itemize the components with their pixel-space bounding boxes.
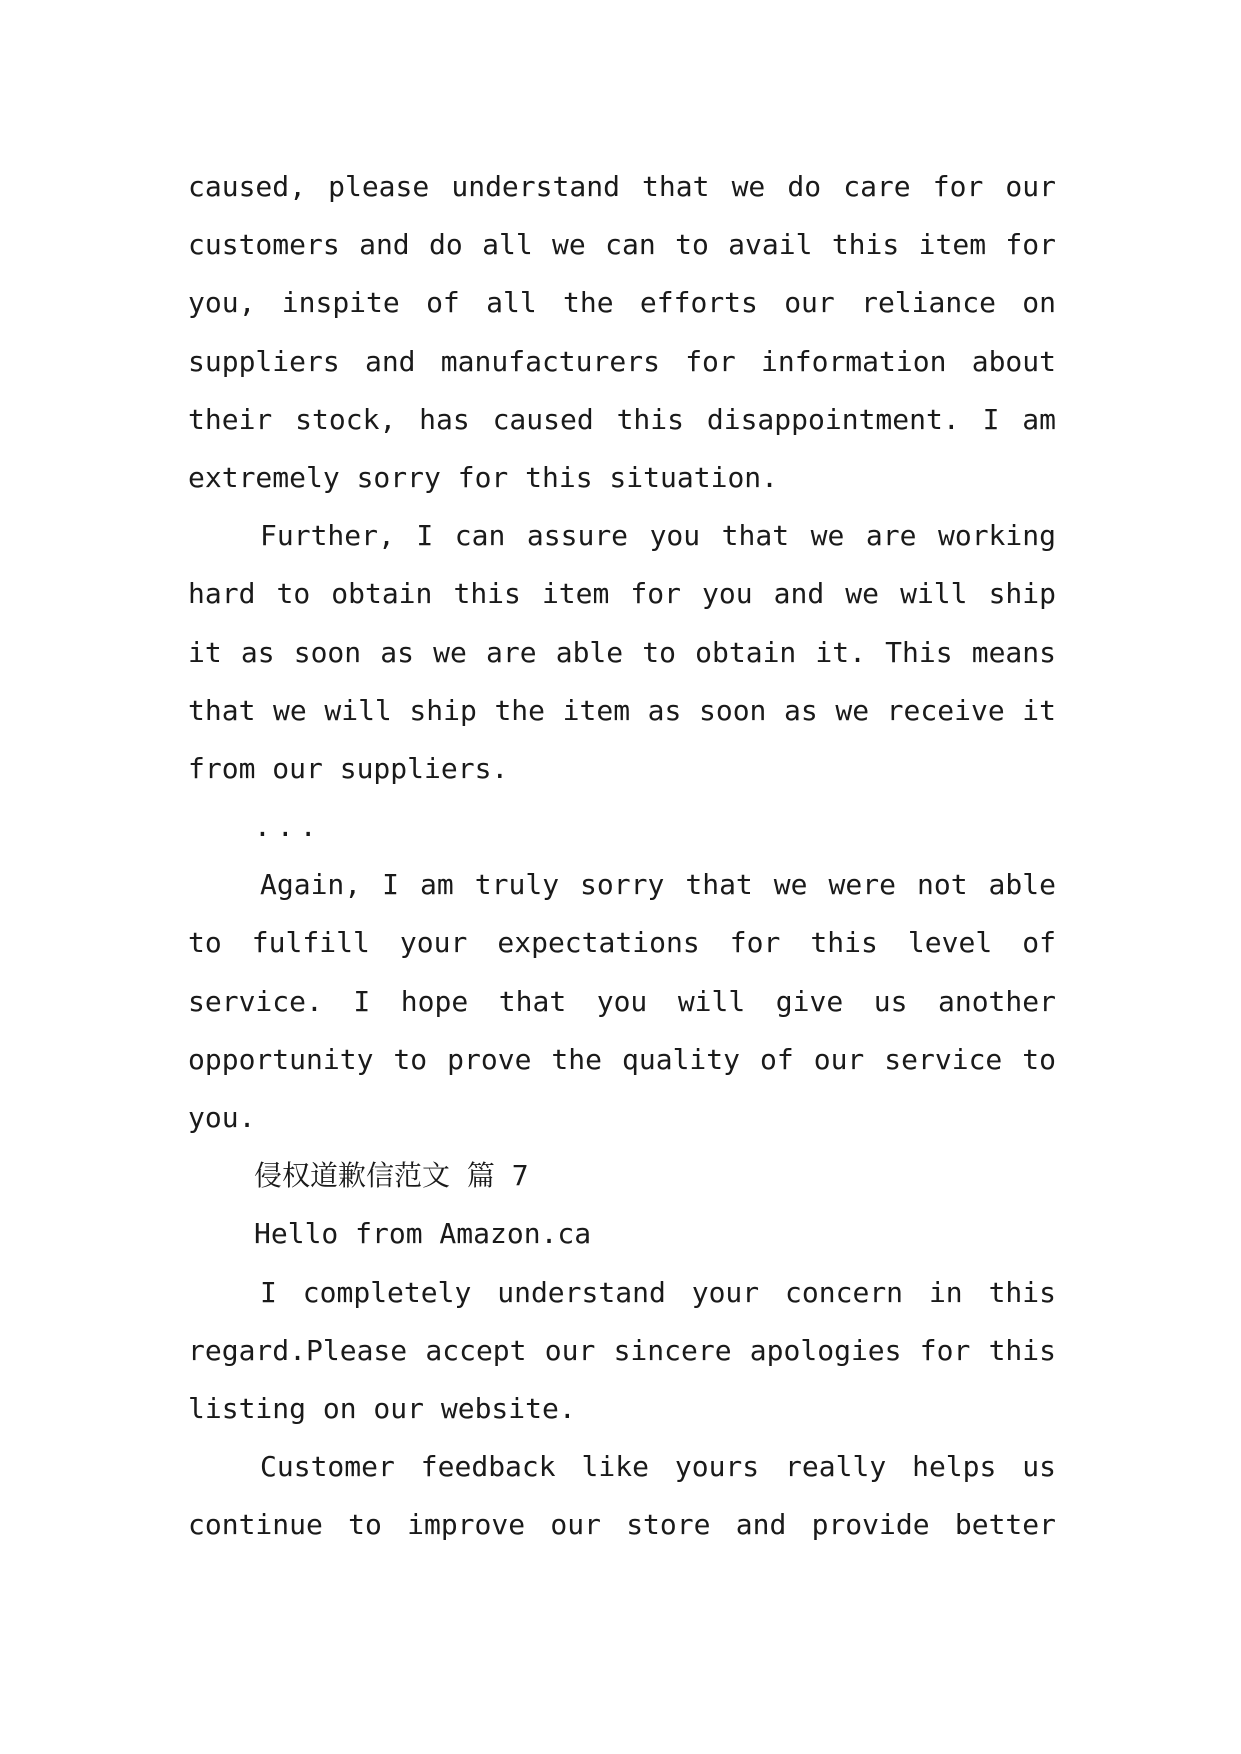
text-line: listing on our website. [188, 1391, 576, 1425]
text-line: Further, I can assure you that we are working [260, 519, 1056, 553]
text-line: continue to improve our store and provide better [188, 1508, 1056, 1542]
text-line: Customer feedback like yours really helps us [260, 1450, 1056, 1484]
section-heading: 侵权道歉信范文 篇 7 [254, 1159, 529, 1193]
text-line: from our suppliers. [188, 751, 509, 785]
text-line: their stock, has caused this disappointment. I am [188, 402, 1056, 436]
text-line: it as soon as we are able to obtain it. This means [188, 635, 1056, 669]
text-line: you, inspite of all the efforts our reliance on [188, 286, 1056, 320]
ellipsis: ... [254, 810, 323, 844]
text-line: suppliers and manufacturers for information about [188, 344, 1056, 378]
paragraph-1 [188, 158, 1056, 507]
text-line: I completely understand your concern in this [260, 1275, 1056, 1309]
text-line: Again, I am truly sorry that we were not able [260, 868, 1056, 902]
paragraph-2 [188, 507, 1056, 798]
paragraph-5 [188, 1438, 1056, 1554]
text-line: opportunity to prove the quality of our service to [188, 1042, 1056, 1076]
paragraph-4 [188, 1264, 1056, 1439]
text-line: regard.Please accept our sincere apologies for this [188, 1333, 1056, 1367]
text-line: hard to obtain this item for you and we will ship [188, 577, 1056, 611]
text-line: caused, please understand that we do care for our [188, 170, 1056, 203]
text-line: you. [188, 1101, 256, 1134]
paragraph-3 [188, 856, 1056, 1147]
text-line: customers and do all we can to avail this item for [188, 228, 1056, 262]
text-line: that we will ship the item as soon as we receive it [188, 693, 1056, 727]
greeting: Hello from Amazon.ca [254, 1217, 592, 1251]
document-page [188, 158, 1056, 1555]
text-line: to fulfill your expectations for this level of [188, 926, 1056, 960]
text-line: extremely sorry for this situation. [188, 460, 779, 494]
text-line: service. I hope that you will give us another [188, 984, 1056, 1018]
